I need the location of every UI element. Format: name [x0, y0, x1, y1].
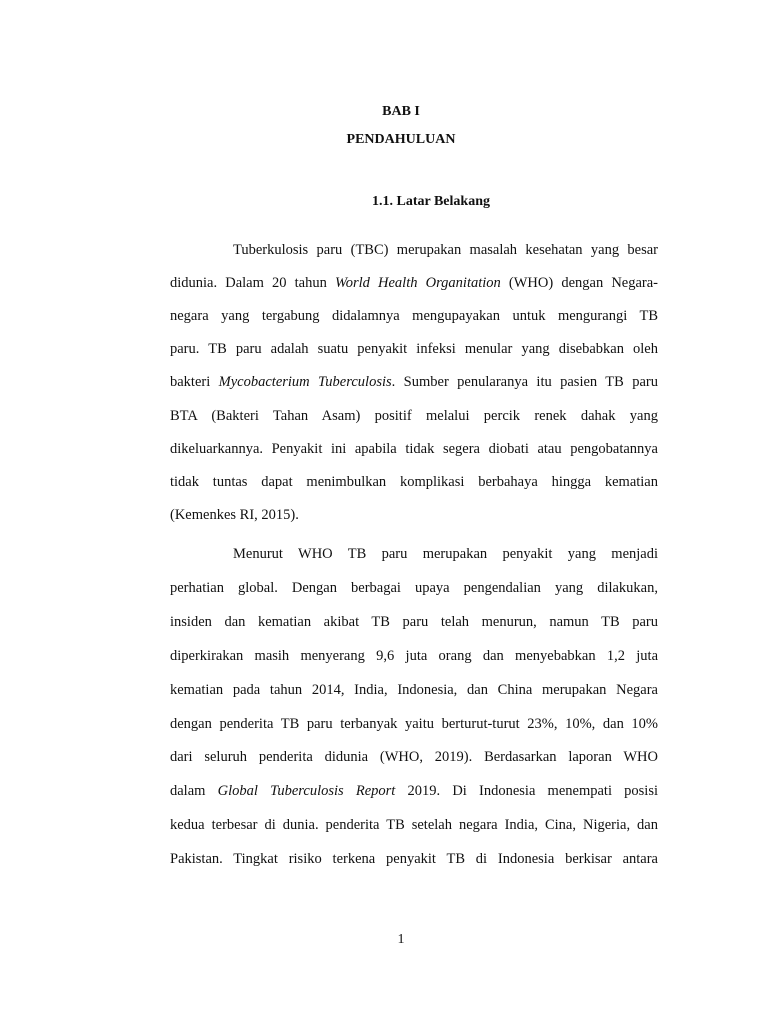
- text-line: [170, 781, 658, 801]
- text-run: Pakistan. Tingkat risiko terkena penyakit TB di Indonesia berkisar antara: [170, 851, 658, 868]
- text-line: [170, 406, 658, 426]
- italic-term: Mycobacterium Tuberculosis: [218, 374, 392, 391]
- text-run: (Kemenkes RI, 2015).: [170, 506, 299, 523]
- text-line: [170, 505, 658, 525]
- page-number: 1: [397, 932, 405, 947]
- text-line: [170, 339, 658, 359]
- section-title: 1.1. Latar Belakang: [372, 194, 490, 209]
- text-line: [170, 472, 658, 492]
- text-line: [170, 815, 658, 835]
- text-run: negara yang tergabung didalamnya mengupayakan untuk mengurangi TB: [170, 308, 658, 325]
- text-run: insiden dan kematian akibat TB paru telah menurun, namun TB paru: [170, 613, 658, 630]
- text-line: [170, 747, 658, 767]
- text-run: bakteri: [170, 374, 219, 391]
- text-run: tidak tuntas dapat menimbulkan komplikasi berbahaya hingga kematian: [170, 473, 658, 490]
- text-run: didunia. Dalam 20 tahun: [170, 275, 335, 292]
- text-line: [170, 714, 658, 734]
- text-line: [233, 544, 658, 564]
- text-line: [170, 849, 658, 869]
- text-run: paru. TB paru adalah suatu penyakit infeksi menular yang disebabkan oleh: [170, 341, 658, 358]
- text-run: kematian pada tahun 2014, India, Indonesia, dan China merupakan Negara: [170, 681, 658, 698]
- text-run: 2019. Di Indonesia menempati posisi: [395, 783, 659, 800]
- text-line: [233, 240, 658, 260]
- text-run: dalam: [170, 783, 218, 800]
- chapter-label: BAB I: [382, 104, 420, 119]
- text-line: [170, 439, 658, 459]
- italic-term: World Health Organitation: [334, 275, 501, 292]
- text-run: . Sumber penularanya itu pasien TB paru: [391, 374, 658, 391]
- text-run: dengan penderita TB paru terbanyak yaitu berturut-turut 23%, 10%, dan 10%: [170, 715, 658, 732]
- italic-term: Global Tuberculosis Report: [217, 783, 396, 800]
- text-run: kedua terbesar di dunia. penderita TB setelah negara India, Cina, Nigeria, dan: [170, 817, 658, 834]
- text-run: dikeluarkannya. Penyakit ini apabila tidak segera diobati atau pengobatannya: [170, 440, 658, 457]
- text-run: dari seluruh penderita didunia (WHO, 2019). Berdasarkan laporan WHO: [170, 749, 658, 766]
- text-line: [170, 273, 658, 293]
- text-line: [170, 306, 658, 326]
- text-line: [170, 372, 658, 392]
- text-run: Menurut WHO TB paru merupakan penyakit yang menjadi: [233, 546, 658, 562]
- chapter-title: PENDAHULUAN: [346, 132, 456, 147]
- text-run: perhatian global. Dengan berbagai upaya pengendalian yang dilakukan,: [170, 579, 658, 596]
- text-run: diperkirakan masih menyerang 9,6 juta orang dan menyebabkan 1,2 juta: [170, 647, 658, 664]
- text-line: [170, 578, 658, 598]
- text-run: Tuberkulosis paru (TBC) merupakan masalah kesehatan yang besar: [233, 242, 658, 258]
- text-run: BTA (Bakteri Tahan Asam) positif melalui percik renek dahak yang: [170, 407, 658, 424]
- text-run: (WHO) dengan Negara-: [500, 275, 659, 292]
- text-line: [170, 646, 658, 666]
- text-line: [170, 612, 658, 632]
- text-line: [170, 680, 658, 700]
